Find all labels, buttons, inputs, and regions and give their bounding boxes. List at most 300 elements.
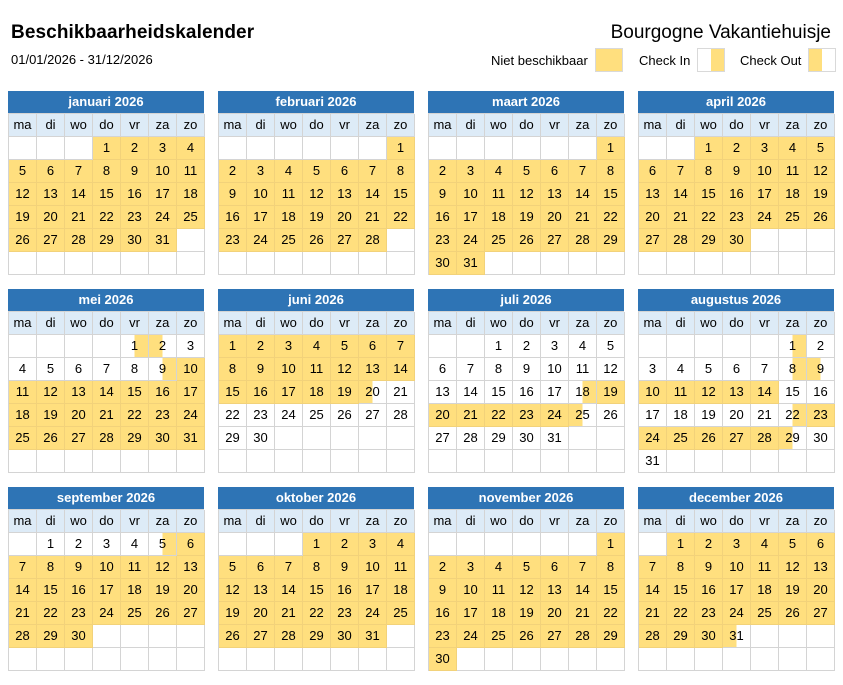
day-cell: 1	[93, 137, 121, 160]
day-cell: 15	[121, 381, 149, 404]
empty-cell	[37, 450, 65, 473]
day-cell: 3	[359, 533, 387, 556]
empty-cell	[247, 533, 275, 556]
day-cell: 14	[639, 579, 667, 602]
day-cell: 24	[457, 229, 485, 252]
month-grid	[638, 113, 834, 275]
empty-cell	[275, 427, 303, 450]
empty-cell	[667, 137, 695, 160]
day-cell: 14	[93, 381, 121, 404]
weekday-label: vr	[121, 510, 149, 533]
day-cell: 30	[331, 625, 359, 648]
day-cell: 6	[359, 335, 387, 358]
day-cell: 2	[807, 335, 835, 358]
weekday-label: wo	[695, 114, 723, 137]
day-cell: 7	[359, 160, 387, 183]
day-cell: 20	[541, 602, 569, 625]
empty-cell	[513, 137, 541, 160]
day-cell: 22	[37, 602, 65, 625]
day-cell: 25	[485, 229, 513, 252]
empty-cell	[569, 533, 597, 556]
day-cell: 7	[667, 160, 695, 183]
day-cell: 28	[457, 427, 485, 450]
month-calendar	[428, 289, 624, 473]
weekday-label: za	[359, 312, 387, 335]
day-cell: 17	[457, 206, 485, 229]
weekday-label: vr	[331, 114, 359, 137]
day-cell: 13	[331, 183, 359, 206]
empty-cell	[219, 252, 247, 275]
empty-cell	[541, 450, 569, 473]
empty-cell	[387, 450, 415, 473]
day-cell: 12	[513, 183, 541, 206]
legend-check-in-swatch	[697, 48, 725, 72]
day-cell: 16	[723, 183, 751, 206]
day-cell: 29	[695, 229, 723, 252]
day-cell: 19	[219, 602, 247, 625]
day-cell: 23	[247, 404, 275, 427]
day-cell: 21	[569, 206, 597, 229]
day-cell: 5	[149, 533, 177, 556]
weekday-label: di	[37, 114, 65, 137]
day-cell: 4	[779, 137, 807, 160]
empty-cell	[275, 137, 303, 160]
day-cell: 6	[541, 556, 569, 579]
day-cell: 15	[779, 381, 807, 404]
day-cell: 27	[639, 229, 667, 252]
day-cell: 5	[513, 160, 541, 183]
day-cell: 29	[597, 625, 625, 648]
day-cell: 20	[541, 206, 569, 229]
empty-cell	[429, 335, 457, 358]
day-cell: 7	[9, 556, 37, 579]
day-cell: 2	[331, 533, 359, 556]
day-cell: 5	[219, 556, 247, 579]
day-cell: 16	[807, 381, 835, 404]
day-cell: 31	[457, 252, 485, 275]
weekday-label: ma	[9, 510, 37, 533]
day-cell: 27	[331, 229, 359, 252]
empty-cell	[303, 252, 331, 275]
empty-cell	[513, 648, 541, 671]
day-cell: 10	[359, 556, 387, 579]
day-cell: 8	[303, 556, 331, 579]
day-cell: 24	[359, 602, 387, 625]
day-cell: 15	[485, 381, 513, 404]
day-cell: 3	[275, 335, 303, 358]
weekday-label: zo	[387, 510, 415, 533]
legend-check-out-label: Check Out	[740, 52, 802, 68]
empty-cell	[569, 450, 597, 473]
day-cell: 13	[37, 183, 65, 206]
day-cell: 10	[247, 183, 275, 206]
weekday-label: wo	[275, 312, 303, 335]
day-cell: 28	[667, 229, 695, 252]
month-grid	[8, 113, 204, 275]
day-cell: 29	[667, 625, 695, 648]
empty-cell	[751, 625, 779, 648]
day-cell: 17	[275, 381, 303, 404]
day-cell: 27	[65, 427, 93, 450]
weekday-label: wo	[485, 312, 513, 335]
day-cell: 19	[513, 602, 541, 625]
day-cell: 31	[639, 450, 667, 473]
day-cell: 12	[597, 358, 625, 381]
empty-cell	[303, 450, 331, 473]
weekday-label: vr	[541, 312, 569, 335]
empty-cell	[667, 450, 695, 473]
day-cell: 15	[667, 579, 695, 602]
legend-unavailable	[491, 47, 623, 73]
day-cell: 18	[485, 206, 513, 229]
day-cell: 16	[219, 206, 247, 229]
empty-cell	[149, 252, 177, 275]
weekday-label: vr	[751, 312, 779, 335]
empty-cell	[695, 648, 723, 671]
day-cell: 22	[597, 602, 625, 625]
day-cell: 3	[639, 358, 667, 381]
empty-cell	[247, 450, 275, 473]
month-grid	[8, 509, 204, 671]
day-cell: 3	[149, 137, 177, 160]
day-cell: 4	[485, 556, 513, 579]
day-cell: 30	[429, 648, 457, 671]
empty-cell	[569, 252, 597, 275]
day-cell: 14	[751, 381, 779, 404]
day-cell: 11	[569, 358, 597, 381]
weekday-label: zo	[177, 510, 205, 533]
day-cell: 1	[303, 533, 331, 556]
day-cell: 15	[387, 183, 415, 206]
day-cell: 12	[303, 183, 331, 206]
empty-cell	[149, 450, 177, 473]
day-cell: 23	[121, 206, 149, 229]
day-cell: 19	[37, 404, 65, 427]
day-cell: 8	[219, 358, 247, 381]
day-cell: 13	[541, 183, 569, 206]
empty-cell	[37, 137, 65, 160]
weekday-label: za	[359, 114, 387, 137]
day-cell: 16	[331, 579, 359, 602]
empty-cell	[37, 335, 65, 358]
weekday-label: zo	[597, 510, 625, 533]
weekday-label: ma	[219, 114, 247, 137]
empty-cell	[779, 229, 807, 252]
page-title: Beschikbaarheidskalender	[11, 22, 255, 43]
day-cell: 16	[65, 579, 93, 602]
empty-cell	[751, 648, 779, 671]
day-cell: 7	[387, 335, 415, 358]
day-cell: 18	[485, 602, 513, 625]
empty-cell	[331, 450, 359, 473]
day-cell: 7	[639, 556, 667, 579]
day-cell: 1	[597, 533, 625, 556]
day-cell: 29	[303, 625, 331, 648]
empty-cell	[597, 648, 625, 671]
day-cell: 9	[247, 358, 275, 381]
day-cell: 22	[219, 404, 247, 427]
empty-cell	[597, 252, 625, 275]
day-cell: 6	[331, 160, 359, 183]
empty-cell	[639, 252, 667, 275]
weekday-label: ma	[429, 312, 457, 335]
day-cell: 28	[751, 427, 779, 450]
day-cell: 28	[639, 625, 667, 648]
weekday-label: za	[779, 312, 807, 335]
day-cell: 24	[751, 206, 779, 229]
weekday-label: za	[779, 510, 807, 533]
day-cell: 4	[667, 358, 695, 381]
day-cell: 1	[387, 137, 415, 160]
empty-cell	[597, 450, 625, 473]
weekday-label: di	[37, 510, 65, 533]
day-cell: 11	[177, 160, 205, 183]
day-cell: 2	[219, 160, 247, 183]
day-cell: 27	[177, 602, 205, 625]
day-cell: 9	[429, 183, 457, 206]
day-cell: 26	[9, 229, 37, 252]
day-cell: 6	[541, 160, 569, 183]
empty-cell	[541, 648, 569, 671]
weekday-label: za	[149, 312, 177, 335]
empty-cell	[93, 335, 121, 358]
day-cell: 6	[177, 533, 205, 556]
day-cell: 4	[275, 160, 303, 183]
day-cell: 19	[807, 183, 835, 206]
day-cell: 25	[569, 404, 597, 427]
empty-cell	[639, 533, 667, 556]
day-cell: 29	[779, 427, 807, 450]
day-cell: 7	[457, 358, 485, 381]
empty-cell	[275, 648, 303, 671]
day-cell: 9	[331, 556, 359, 579]
day-cell: 24	[149, 206, 177, 229]
day-cell: 14	[387, 358, 415, 381]
weekday-label: zo	[597, 312, 625, 335]
empty-cell	[387, 625, 415, 648]
weekday-label: vr	[751, 510, 779, 533]
empty-cell	[485, 648, 513, 671]
empty-cell	[695, 450, 723, 473]
day-cell: 19	[513, 206, 541, 229]
empty-cell	[485, 252, 513, 275]
empty-cell	[751, 252, 779, 275]
empty-cell	[569, 648, 597, 671]
empty-cell	[331, 137, 359, 160]
legend-check-in-label: Check In	[639, 52, 691, 68]
day-cell: 29	[219, 427, 247, 450]
day-cell: 18	[275, 206, 303, 229]
day-cell: 21	[387, 381, 415, 404]
empty-cell	[387, 427, 415, 450]
day-cell: 26	[513, 229, 541, 252]
empty-cell	[485, 137, 513, 160]
day-cell: 10	[149, 160, 177, 183]
day-cell: 14	[569, 183, 597, 206]
empty-cell	[807, 229, 835, 252]
day-cell: 5	[303, 160, 331, 183]
weekday-label: do	[303, 312, 331, 335]
empty-cell	[429, 450, 457, 473]
day-cell: 8	[695, 160, 723, 183]
empty-cell	[723, 648, 751, 671]
day-cell: 9	[723, 160, 751, 183]
empty-cell	[639, 648, 667, 671]
empty-cell	[93, 252, 121, 275]
empty-cell	[177, 450, 205, 473]
empty-cell	[359, 137, 387, 160]
month-calendar	[428, 91, 624, 275]
day-cell: 21	[667, 206, 695, 229]
day-cell: 30	[149, 427, 177, 450]
empty-cell	[247, 252, 275, 275]
day-cell: 2	[429, 556, 457, 579]
day-cell: 17	[177, 381, 205, 404]
day-cell: 30	[65, 625, 93, 648]
day-cell: 7	[569, 160, 597, 183]
month-calendar	[8, 487, 204, 671]
empty-cell	[807, 450, 835, 473]
weekday-label: di	[457, 510, 485, 533]
day-cell: 1	[37, 533, 65, 556]
day-cell: 1	[219, 335, 247, 358]
day-cell: 4	[751, 533, 779, 556]
day-cell: 14	[65, 183, 93, 206]
day-cell: 21	[9, 602, 37, 625]
day-cell: 17	[723, 579, 751, 602]
empty-cell	[275, 252, 303, 275]
legend-check-in	[639, 47, 725, 73]
day-cell: 21	[751, 404, 779, 427]
day-cell: 5	[513, 556, 541, 579]
empty-cell	[457, 137, 485, 160]
day-cell: 4	[121, 533, 149, 556]
day-cell: 13	[723, 381, 751, 404]
day-cell: 21	[359, 206, 387, 229]
empty-cell	[751, 450, 779, 473]
empty-cell	[331, 648, 359, 671]
day-cell: 10	[723, 556, 751, 579]
day-cell: 2	[247, 335, 275, 358]
weekday-label: zo	[807, 510, 835, 533]
day-cell: 3	[93, 533, 121, 556]
weekday-label: vr	[331, 312, 359, 335]
day-cell: 17	[457, 602, 485, 625]
day-cell: 25	[485, 625, 513, 648]
empty-cell	[37, 648, 65, 671]
empty-cell	[331, 252, 359, 275]
day-cell: 27	[429, 427, 457, 450]
weekday-label: di	[667, 312, 695, 335]
day-cell: 4	[177, 137, 205, 160]
empty-cell	[177, 229, 205, 252]
empty-cell	[541, 533, 569, 556]
day-cell: 23	[695, 602, 723, 625]
month-title: april 2026	[638, 91, 834, 113]
empty-cell	[639, 137, 667, 160]
day-cell: 5	[807, 137, 835, 160]
day-cell: 18	[303, 381, 331, 404]
day-cell: 6	[723, 358, 751, 381]
day-cell: 17	[751, 183, 779, 206]
empty-cell	[359, 450, 387, 473]
day-cell: 22	[695, 206, 723, 229]
day-cell: 25	[303, 404, 331, 427]
month-calendar	[218, 487, 414, 671]
day-cell: 26	[219, 625, 247, 648]
day-cell: 28	[359, 229, 387, 252]
empty-cell	[149, 648, 177, 671]
day-cell: 20	[65, 404, 93, 427]
month-title: juli 2026	[428, 289, 624, 311]
day-cell: 2	[65, 533, 93, 556]
weekday-label: zo	[807, 312, 835, 335]
day-cell: 6	[807, 533, 835, 556]
weekday-label: do	[723, 510, 751, 533]
day-cell: 25	[275, 229, 303, 252]
day-cell: 30	[429, 252, 457, 275]
day-cell: 22	[121, 404, 149, 427]
month-grid	[428, 113, 624, 275]
day-cell: 2	[429, 160, 457, 183]
day-cell: 16	[429, 206, 457, 229]
month-grid	[218, 311, 414, 473]
month-grid	[428, 509, 624, 671]
day-cell: 4	[387, 533, 415, 556]
day-cell: 13	[65, 381, 93, 404]
day-cell: 1	[667, 533, 695, 556]
empty-cell	[65, 335, 93, 358]
day-cell: 24	[177, 404, 205, 427]
empty-cell	[569, 137, 597, 160]
empty-cell	[723, 450, 751, 473]
empty-cell	[457, 450, 485, 473]
weekday-label: zo	[387, 114, 415, 137]
day-cell: 12	[149, 556, 177, 579]
day-cell: 12	[37, 381, 65, 404]
weekday-label: za	[359, 510, 387, 533]
day-cell: 27	[807, 602, 835, 625]
month-grid	[428, 311, 624, 473]
day-cell: 23	[429, 229, 457, 252]
weekday-label: zo	[807, 114, 835, 137]
day-cell: 20	[331, 206, 359, 229]
weekday-label: za	[149, 510, 177, 533]
weekday-label: di	[667, 114, 695, 137]
day-cell: 10	[275, 358, 303, 381]
empty-cell	[9, 335, 37, 358]
day-cell: 30	[807, 427, 835, 450]
day-cell: 22	[93, 206, 121, 229]
weekday-label: za	[149, 114, 177, 137]
day-cell: 28	[387, 404, 415, 427]
day-cell: 16	[247, 381, 275, 404]
day-cell: 13	[359, 358, 387, 381]
day-cell: 18	[751, 579, 779, 602]
empty-cell	[9, 137, 37, 160]
day-cell: 11	[751, 556, 779, 579]
day-cell: 19	[303, 206, 331, 229]
day-cell: 4	[485, 160, 513, 183]
day-cell: 7	[65, 160, 93, 183]
weekday-label: zo	[177, 312, 205, 335]
weekday-label: za	[569, 114, 597, 137]
day-cell: 18	[779, 183, 807, 206]
day-cell: 9	[65, 556, 93, 579]
weekday-label: vr	[121, 312, 149, 335]
day-cell: 20	[723, 404, 751, 427]
day-cell: 15	[93, 183, 121, 206]
